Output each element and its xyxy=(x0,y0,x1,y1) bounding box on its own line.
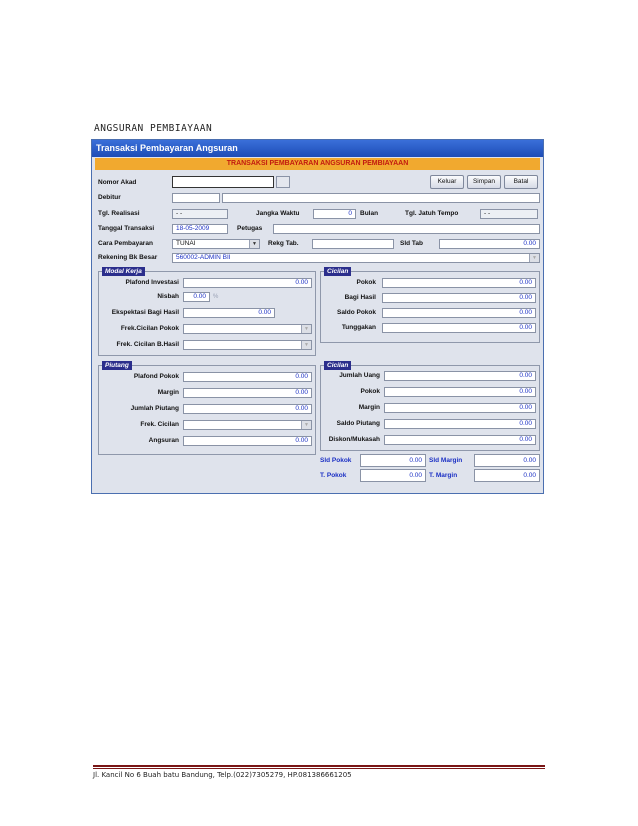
cicilan-piutang-pokok-label: Pokok xyxy=(360,388,380,395)
cicilan-piutang-margin-input[interactable]: 0.00 xyxy=(384,403,536,413)
saldo-piutang-label: Saldo Piutang xyxy=(336,420,380,427)
frek-cicilan-bhasil-select[interactable] xyxy=(183,340,312,350)
debitur-code-input[interactable] xyxy=(172,193,220,203)
footer-address: Jl. Kancil No 6 Buah batu Bandung, Telp.(022)7305279, HP.081386661205 xyxy=(93,771,352,779)
simpan-button[interactable]: Simpan xyxy=(467,175,501,189)
angsuran-label: Angsuran xyxy=(148,437,179,444)
nomor-akad-input[interactable] xyxy=(172,176,274,188)
cicilan-piutang-title: Cicilan xyxy=(324,361,351,370)
sld-tab-label: Sld Tab xyxy=(400,240,423,247)
nisbah-label: Nisbah xyxy=(157,293,179,300)
sld-margin-input[interactable]: 0.00 xyxy=(474,454,540,467)
t-margin-label: T. Margin xyxy=(429,472,458,479)
chevron-down-icon[interactable]: ▼ xyxy=(529,254,539,262)
plafond-pokok-label: Plafond Pokok xyxy=(133,373,179,380)
debitur-label: Debitur xyxy=(98,194,121,201)
cicilan-pokok-label: Pokok xyxy=(356,279,376,286)
nisbah-percent-label: % xyxy=(213,294,219,300)
tgl-jatuh-tempo-input[interactable]: - - xyxy=(480,209,538,219)
cicilan-pokok-input[interactable]: 0.00 xyxy=(382,278,536,288)
cicilan-mk-title: Cicilan xyxy=(324,267,351,276)
cicilan-bagi-hasil-label: Bagi Hasil xyxy=(344,294,376,301)
rekening-bk-besar-value: 560002-ADMIN BII xyxy=(176,254,231,261)
saldo-pokok-label: Saldo Pokok xyxy=(336,309,376,316)
nomor-akad-label: Nomor Akad xyxy=(98,179,137,186)
piutang-margin-input[interactable]: 0.00 xyxy=(183,388,312,398)
footer-rule-thin xyxy=(93,768,545,769)
ekspektasi-bagi-hasil-input[interactable]: 0.00 xyxy=(183,308,275,318)
chevron-down-icon[interactable]: ▼ xyxy=(301,325,311,333)
tanggal-transaksi-input[interactable]: 18-05-2009 xyxy=(172,224,228,234)
tanggal-transaksi-label: Tanggal Transaksi xyxy=(98,225,155,232)
cara-pembayaran-value: TUNAI xyxy=(176,240,196,247)
diskon-mukasah-input[interactable]: 0.00 xyxy=(384,435,536,445)
rekening-bk-besar-select[interactable] xyxy=(172,253,540,263)
batal-button[interactable]: Batal xyxy=(504,175,538,189)
bulan-unit-label: Bulan xyxy=(360,210,379,217)
keluar-button[interactable]: Keluar xyxy=(430,175,464,189)
frek-cicilan-select[interactable] xyxy=(183,420,312,430)
saldo-piutang-input[interactable]: 0.00 xyxy=(384,419,536,429)
t-pokok-input[interactable]: 0.00 xyxy=(360,469,426,482)
frek-cicilan-pokok-select[interactable] xyxy=(183,324,312,334)
cara-pembayaran-label: Cara Pembayaran xyxy=(98,240,153,247)
sld-margin-label: Sld Margin xyxy=(429,457,463,464)
window-title: Transaksi Pembayaran Angsuran xyxy=(92,140,543,157)
rekg-tab-input[interactable] xyxy=(312,239,394,249)
rekg-tab-label: Rekg Tab. xyxy=(268,240,299,247)
rekening-bk-besar-label: Rekening Bk Besar xyxy=(98,254,158,261)
t-pokok-label: T. Pokok xyxy=(320,472,347,479)
ekspektasi-bagi-hasil-label: Ekspektasi Bagi Hasil xyxy=(111,309,179,316)
jumlah-piutang-label: Jumlah Piutang xyxy=(130,405,179,412)
nomor-akad-lookup-button[interactable] xyxy=(276,176,290,188)
debitur-name-input[interactable] xyxy=(222,193,540,203)
frek-cicilan-pokok-label: Frek.Cicilan Pokok xyxy=(120,325,179,332)
t-margin-input[interactable]: 0.00 xyxy=(474,469,540,482)
modal-kerja-title: Modal Kerja xyxy=(102,267,145,276)
frek-cicilan-bhasil-label: Frek. Cicilan B.Hasil xyxy=(116,341,179,348)
tgl-realisasi-label: Tgl. Realisasi xyxy=(98,210,140,217)
jangka-waktu-input[interactable]: 0 xyxy=(313,209,356,219)
petugas-input[interactable] xyxy=(273,224,540,234)
cicilan-piutang-pokok-input[interactable]: 0.00 xyxy=(384,387,536,397)
plafond-investasi-label: Plafond Investasi xyxy=(125,279,179,286)
sld-tab-input[interactable]: 0.00 xyxy=(439,239,540,249)
tgl-realisasi-input[interactable]: - - xyxy=(172,209,228,219)
piutang-title: Piutang xyxy=(102,361,132,370)
nisbah-input[interactable]: 0.00 xyxy=(183,292,210,302)
diskon-mukasah-label: Diskon/Mukasah xyxy=(328,436,380,443)
tunggakan-label: Tunggakan xyxy=(341,324,376,331)
petugas-label: Petugas xyxy=(237,225,263,232)
piutang-margin-label: Margin xyxy=(157,389,179,396)
sld-pokok-label: Sld Pokok xyxy=(320,457,352,464)
form-banner: TRANSAKSI PEMBAYARAN ANGSURAN PEMBIAYAAN xyxy=(95,158,540,170)
jumlah-uang-input[interactable]: 0.00 xyxy=(384,371,536,381)
angsuran-input[interactable]: 0.00 xyxy=(183,436,312,446)
document-heading: ANGSURAN PEMBIAYAAN xyxy=(94,123,213,134)
footer-rule-thick xyxy=(93,765,545,767)
cara-pembayaran-select[interactable] xyxy=(172,239,260,249)
cicilan-bagi-hasil-input[interactable]: 0.00 xyxy=(382,293,536,303)
frek-cicilan-label: Frek. Cicilan xyxy=(140,421,179,428)
jumlah-piutang-input[interactable]: 0.00 xyxy=(183,404,312,414)
chevron-down-icon[interactable]: ▼ xyxy=(301,421,311,429)
plafond-pokok-input[interactable]: 0.00 xyxy=(183,372,312,382)
saldo-pokok-input[interactable]: 0.00 xyxy=(382,308,536,318)
jangka-waktu-label: Jangka Waktu xyxy=(256,210,300,217)
tgl-jatuh-tempo-label: Tgl. Jatuh Tempo xyxy=(405,210,459,217)
cicilan-piutang-margin-label: Margin xyxy=(358,404,380,411)
sld-pokok-input[interactable]: 0.00 xyxy=(360,454,426,467)
tunggakan-input[interactable]: 0.00 xyxy=(382,323,536,333)
angsuran-window xyxy=(91,139,544,494)
chevron-down-icon[interactable]: ▼ xyxy=(301,341,311,349)
jumlah-uang-label: Jumlah Uang xyxy=(339,372,380,379)
plafond-investasi-input[interactable]: 0.00 xyxy=(183,278,312,288)
chevron-down-icon[interactable]: ▼ xyxy=(249,240,259,248)
